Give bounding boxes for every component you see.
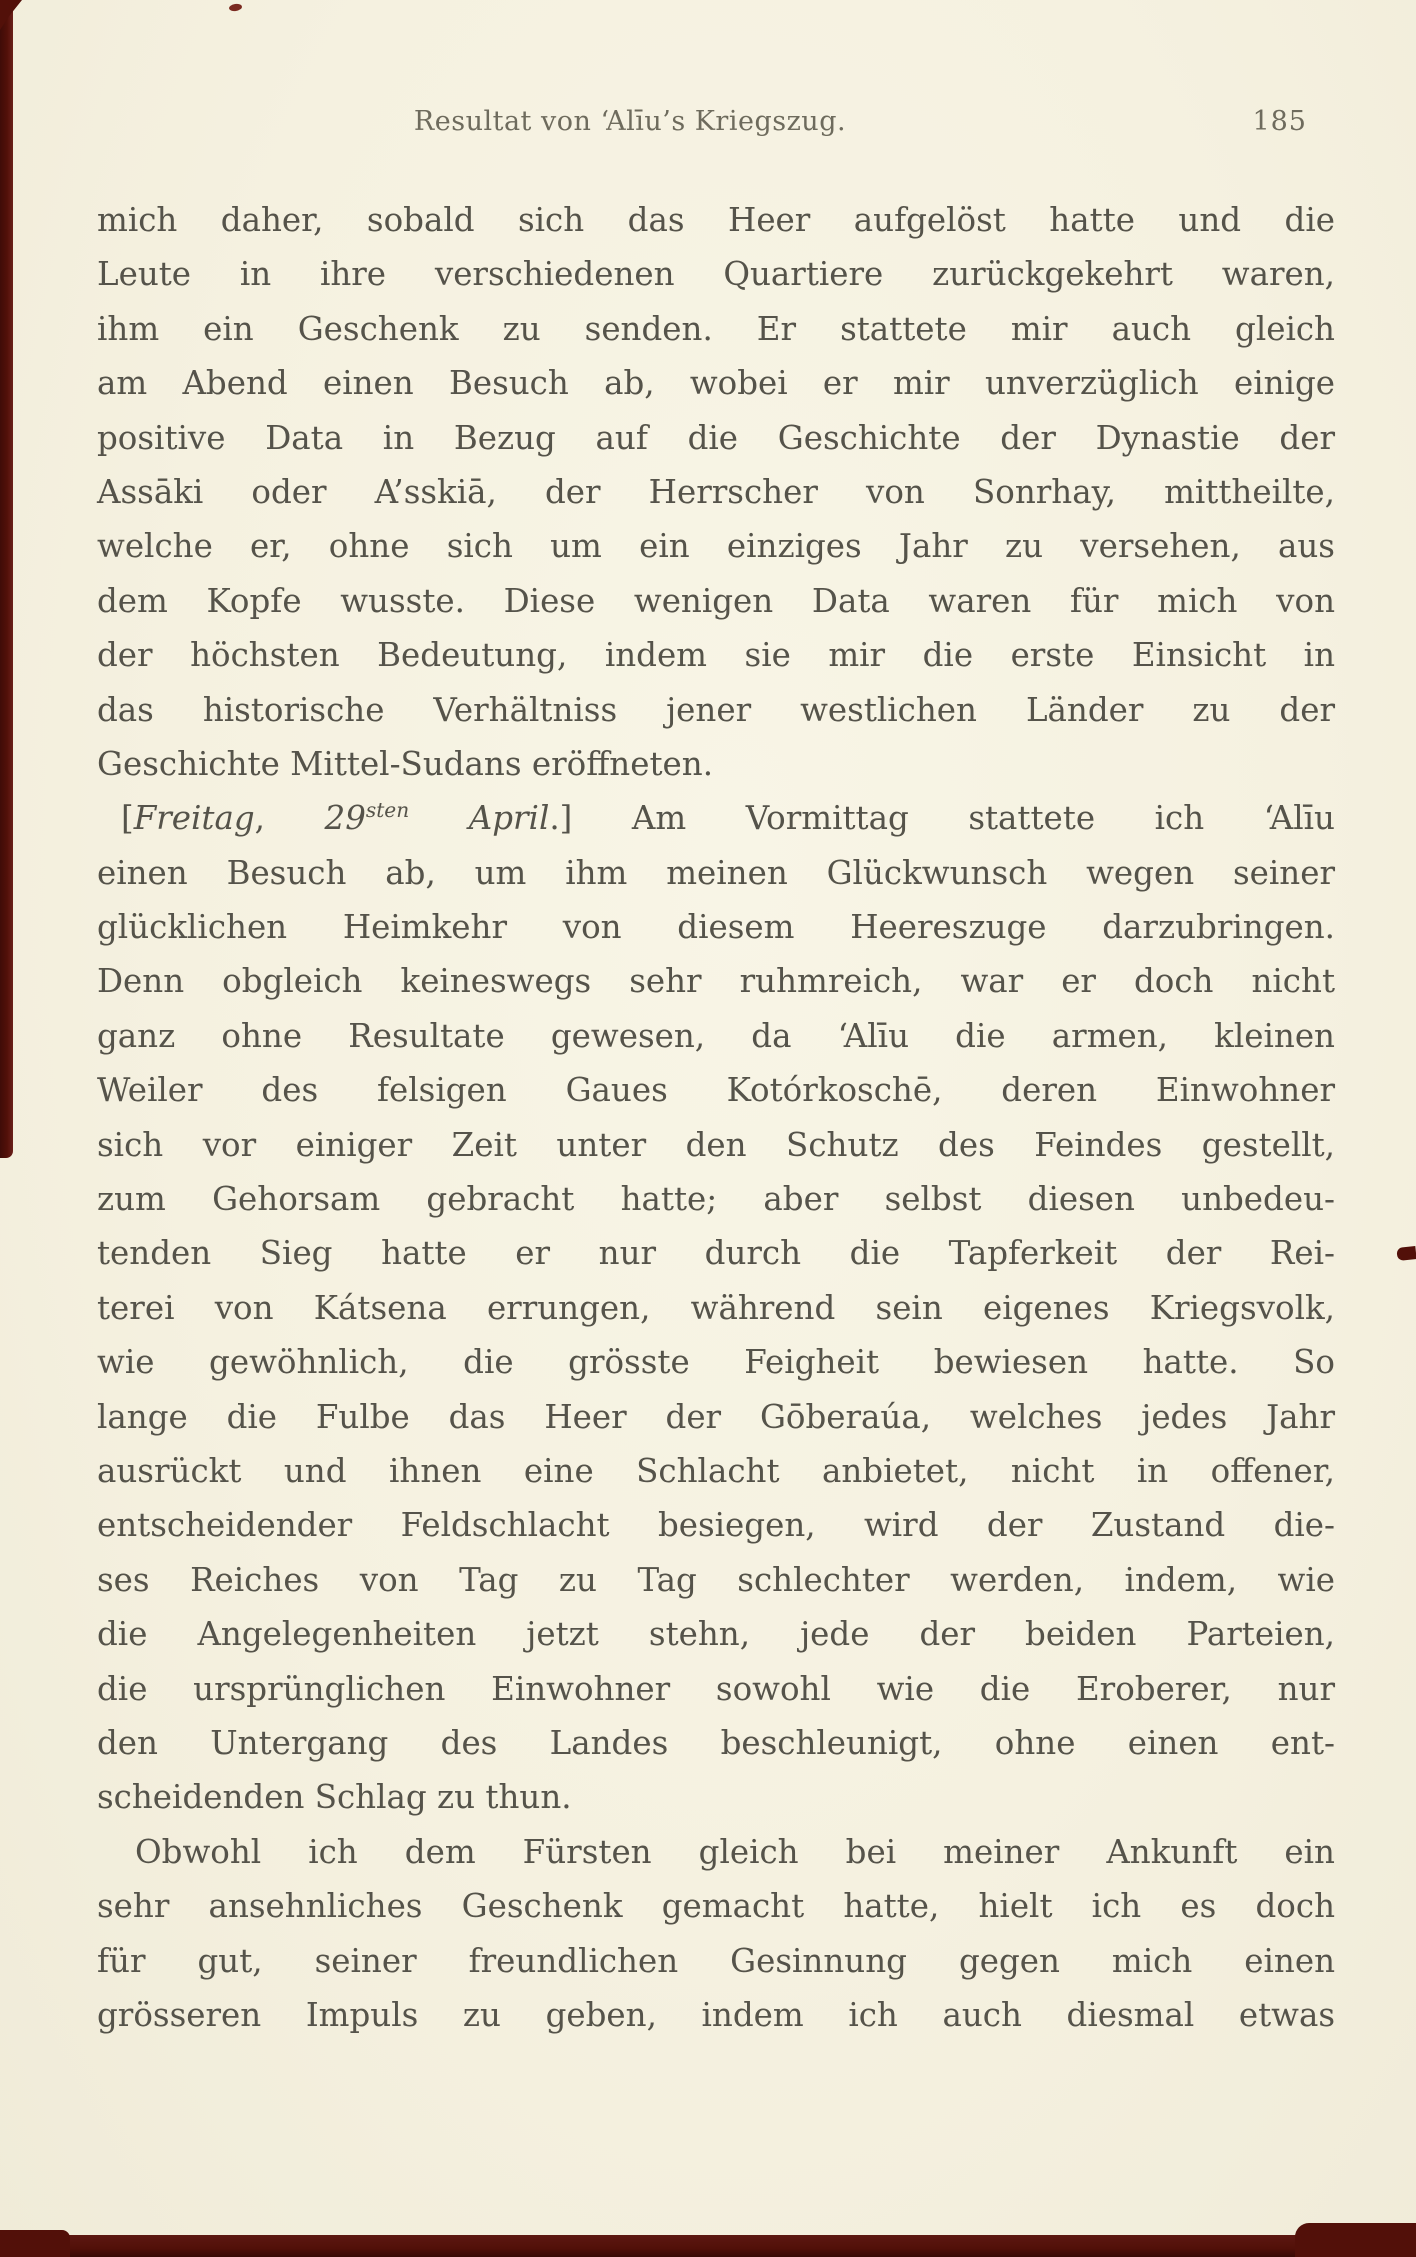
scan-mark-right (1396, 1246, 1416, 1261)
text-segment: Freitag (133, 799, 255, 838)
scan-edge-bottom-bump (0, 2230, 70, 2257)
page-number: 185 (1252, 106, 1307, 137)
text-line: einen Besuch ab, um ihm meinen Glückwunsch wegen seiner (97, 853, 1335, 892)
scan-edge-left (0, 0, 13, 1158)
text-segment: April (468, 799, 550, 838)
text-line: der höchsten Bedeutung, indem sie mir die erste Einsicht in (97, 636, 1335, 675)
text-segment: 29 (324, 799, 366, 838)
text-line: sehr ansehnliches Geschenk gemacht hatte, hielt ich es doch (97, 1887, 1335, 1926)
text-line: lange die Fulbe das Heer der Gōberaúa, welches jedes Jahr (97, 1397, 1335, 1436)
text-line: ses Reiches von Tag zu Tag schlechter werden, indem, wie (97, 1560, 1335, 1599)
text-line: den Untergang des Landes beschleunigt, ohne einen ent- (97, 1723, 1335, 1762)
text-line: für gut, seiner freundlichen Gesinnung gegen mich einen (97, 1941, 1335, 1980)
scan-edge-bottom-bump (1295, 2223, 1416, 2257)
text-line: scheidenden Schlag zu thun. (97, 1778, 572, 1817)
text-line: das historische Verhältniss jener westlichen Länder zu der (97, 690, 1335, 729)
text-line: zum Gehorsam gebracht hatte; aber selbst diesen unbedeu- (97, 1180, 1335, 1219)
text-line: tenden Sieg hatte er nur durch die Tapferkeit der Rei- (97, 1234, 1335, 1273)
text-line: Obwohl ich dem Fürsten gleich bei meiner Ankunft ein (135, 1832, 1335, 1871)
text-line: terei von Kátsena errungen, während sein eigenes Kriegsvolk, (97, 1288, 1335, 1327)
text-segment: , (254, 799, 325, 838)
text-line: Denn obgleich keineswegs sehr ruhmreich, war er doch nicht (97, 962, 1335, 1001)
text-line: sich vor einiger Zeit unter den Schutz des Feindes gestellt, (97, 1125, 1335, 1164)
text-line: ausrückt und ihnen eine Schlacht anbietet, nicht in offener, (97, 1451, 1335, 1490)
text-line: am Abend einen Besuch ab, wobei er mir unverzüglich einige (97, 364, 1335, 403)
text-line: Weiler des felsigen Gaues Kotórkoschē, deren Einwohner (97, 1071, 1335, 1110)
text-segment: [ (121, 799, 134, 838)
text-line: ihm ein Geschenk zu senden. Er stattete mir auch gleich (97, 309, 1335, 348)
scan-edge-bottom (0, 2235, 1416, 2257)
text-line: Assāki oder A’sskiā, der Herrscher von Sonrhay, mittheilte, (97, 472, 1335, 511)
text-line: entscheidender Feldschlacht besiegen, wird der Zustand die- (97, 1506, 1335, 1545)
text-line (97, 791, 1335, 845)
text-line: grösseren Impuls zu geben, indem ich auch diesmal etwas (97, 1995, 1335, 2034)
running-header (0, 106, 1416, 146)
text-line: die ursprünglichen Einwohner sowohl wie die Eroberer, nur (97, 1669, 1335, 1708)
text-line: glücklichen Heimkehr von diesem Heereszuge darzubringen. (97, 908, 1335, 947)
text-segment: .] Am Vormittag stattete ich ‘Alīu (549, 799, 1335, 838)
text-line: mich daher, sobald sich das Heer aufgelöst hatte und die (97, 201, 1335, 239)
text-line: Leute in ihre verschiedenen Quartiere zurückgekehrt waren, (97, 255, 1335, 294)
text-line: die Angelegenheiten jetzt stehn, jede der beiden Parteien, (97, 1615, 1335, 1654)
text-line: positive Data in Bezug auf die Geschichte der Dynastie der (97, 418, 1335, 457)
text-line: wie gewöhnlich, die grösste Feigheit bewiesen hatte. So (97, 1343, 1335, 1382)
text-segment: sten (365, 798, 410, 823)
text-line: dem Kopfe wusste. Diese wenigen Data waren für mich von (97, 581, 1335, 620)
body-text-block (97, 193, 1335, 2042)
page-title: Resultat von ‘Alīu’s Kriegszug. (413, 106, 847, 137)
text-line: welche er, ohne sich um ein einziges Jahr zu versehen, aus (97, 527, 1335, 566)
text-line: Geschichte Mittel-Sudans eröffneten. (97, 744, 714, 783)
text-line: ganz ohne Resultate gewesen, da ‘Alīu die armen, kleinen (97, 1016, 1335, 1055)
text-segment (409, 799, 469, 837)
scan-speck (229, 3, 243, 12)
